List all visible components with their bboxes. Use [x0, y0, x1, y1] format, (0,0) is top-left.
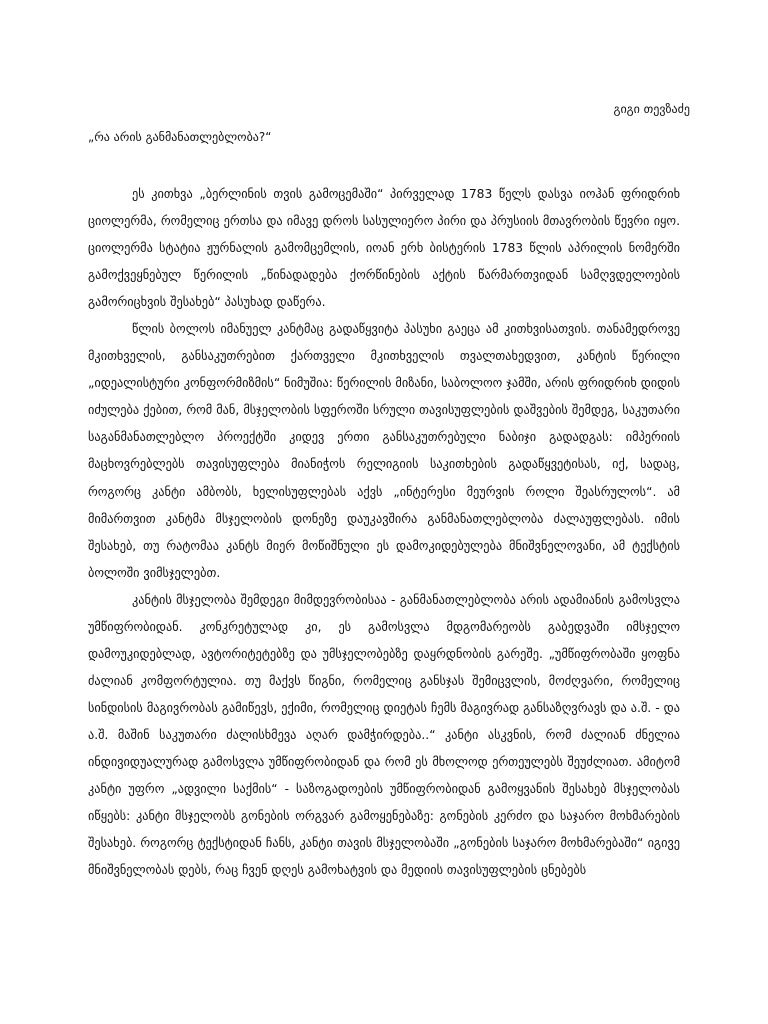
paragraph: ეს კითხვა „ბერლინის თვის გამოცემაში“ პირველად 1783 წელს დასვა იოჰან ფრიდრიხ ციოლერმა, რომელიც ერთსა და იმავე დროს სასულიერო პირი და პრუსიის მთავრობის წევრი იყო. ციოლერმა სტატია ჟურნალის გამომცემლის, იოან ერხ ბისტერის 1783 წლის აპრილის ნომერში გამოქვეყნებულ წერილის „წინადადება ქორწინების აქტის წარმართვიდან სამღვდელოების გამორიცხვის შესახებ“ პასუხად დაწერა. [88, 187, 680, 310]
author-name: გიგი თევზაძე [613, 102, 690, 116]
body-text [88, 181, 680, 884]
paragraph: კანტის მსჯელობა შემდეგი მიმდევრობისაა - განმანათლებლობა არის ადამიანის გამოსვლა უმწიფრობიდან. კონკრეტულად კი, ეს გამოსვლა მდგომარეობს გაბედვაში იმსჯელო დამოუკიდებლად, ავტორიტეტებზე და უმსჯელობებზე დაყრდნობის გარეშე. „უმწიფრობაში ყოფნა ძალიან კომფორტულია. თუ მაქვს წიგნი, რომელიც განსჯას შემიცვლის, მოძღვარი, რომელიც სინდისის მაგივრობას გამიწევს, ექიმი, რომელიც დიეტას ჩემს მაგივრად განსაზღვრავს და ა.შ. - და ა.შ. მაშინ საკუთარი ძალისხმევა აღარ დამჭირდება..“ კანტი ასკვნის, რომ ძალიან ძნელია ინდივიდუალურად გამოსვლა უმწიფრობიდან და რომ ეს მხოლოდ ერთეულებს შეუძლიათ. ამიტომ კანტი უფრო „ადვილი საქმის“ - საზოგადოების უმწიფრობიდან გამოყვანის შესახებ მსჯელობას იწყებს: კანტი მსჯელობს გონების ორგვარ გამოყენებაზე: გონების კერძო და საჯარო მოხმარების შესახებ. როგორც ტექსტიდან ჩანს, კანტი თავის მსჯელობაში „გონების საჯარო მოხმარებაში“ იგივე მნიშვნელობას დებს, რაც ჩვენ დღეს გამოხატვის და მედიის თავისუფლების ცნებებს [88, 592, 680, 878]
document-title: „რა არის განმანათლებლობა?“ [88, 130, 272, 144]
paragraph: წლის ბოლოს იმანუელ კანტმაც გადაწყვიტა პასუხი გაეცა ამ კითხვისათვის. თანამედროვე მკითხველის, განსაკუთრებით ქართველი მკითხველის თვალთახედვით, კანტის წერილი „იდეალისტური კონფორმიზმის“ ნიმუშია: წერილის მიზანი, საბოლოო ჯამში, არის ფრიდრიხ დიდის იძულება ქებით, რომ მან, მსჯელობის სფეროში სრული თავისუფლების დაშვების შემდეგ, საკუთარი საგანმანათლებლო პროექტში კიდევ ერთი განსაკუთრებული ნაბიჯი გადადგას: იმპერიის მაცხოვრებლებს თავისუფლება მიანიჭოს რელიგიის საკითხების გადაწყვეტისას, იქ, სადაც, როგორც კანტი ამბობს, ხელისუფლებას აქვს „ინტერესი მეურვის როლი შეასრულოს“. ამ მიმართვით კანტმა მსჯელობის დონეზე დაუკავშირა განმანათლებლობა ძალაუფლებას. იმის შესახებ, თუ რატომაა კანტს მიერ მოწიშნული ეს დამოკიდებულება მნიშვნელოვანი, ამ ტექსტის ბოლოში ვიმსჯელებთ. [88, 322, 680, 580]
